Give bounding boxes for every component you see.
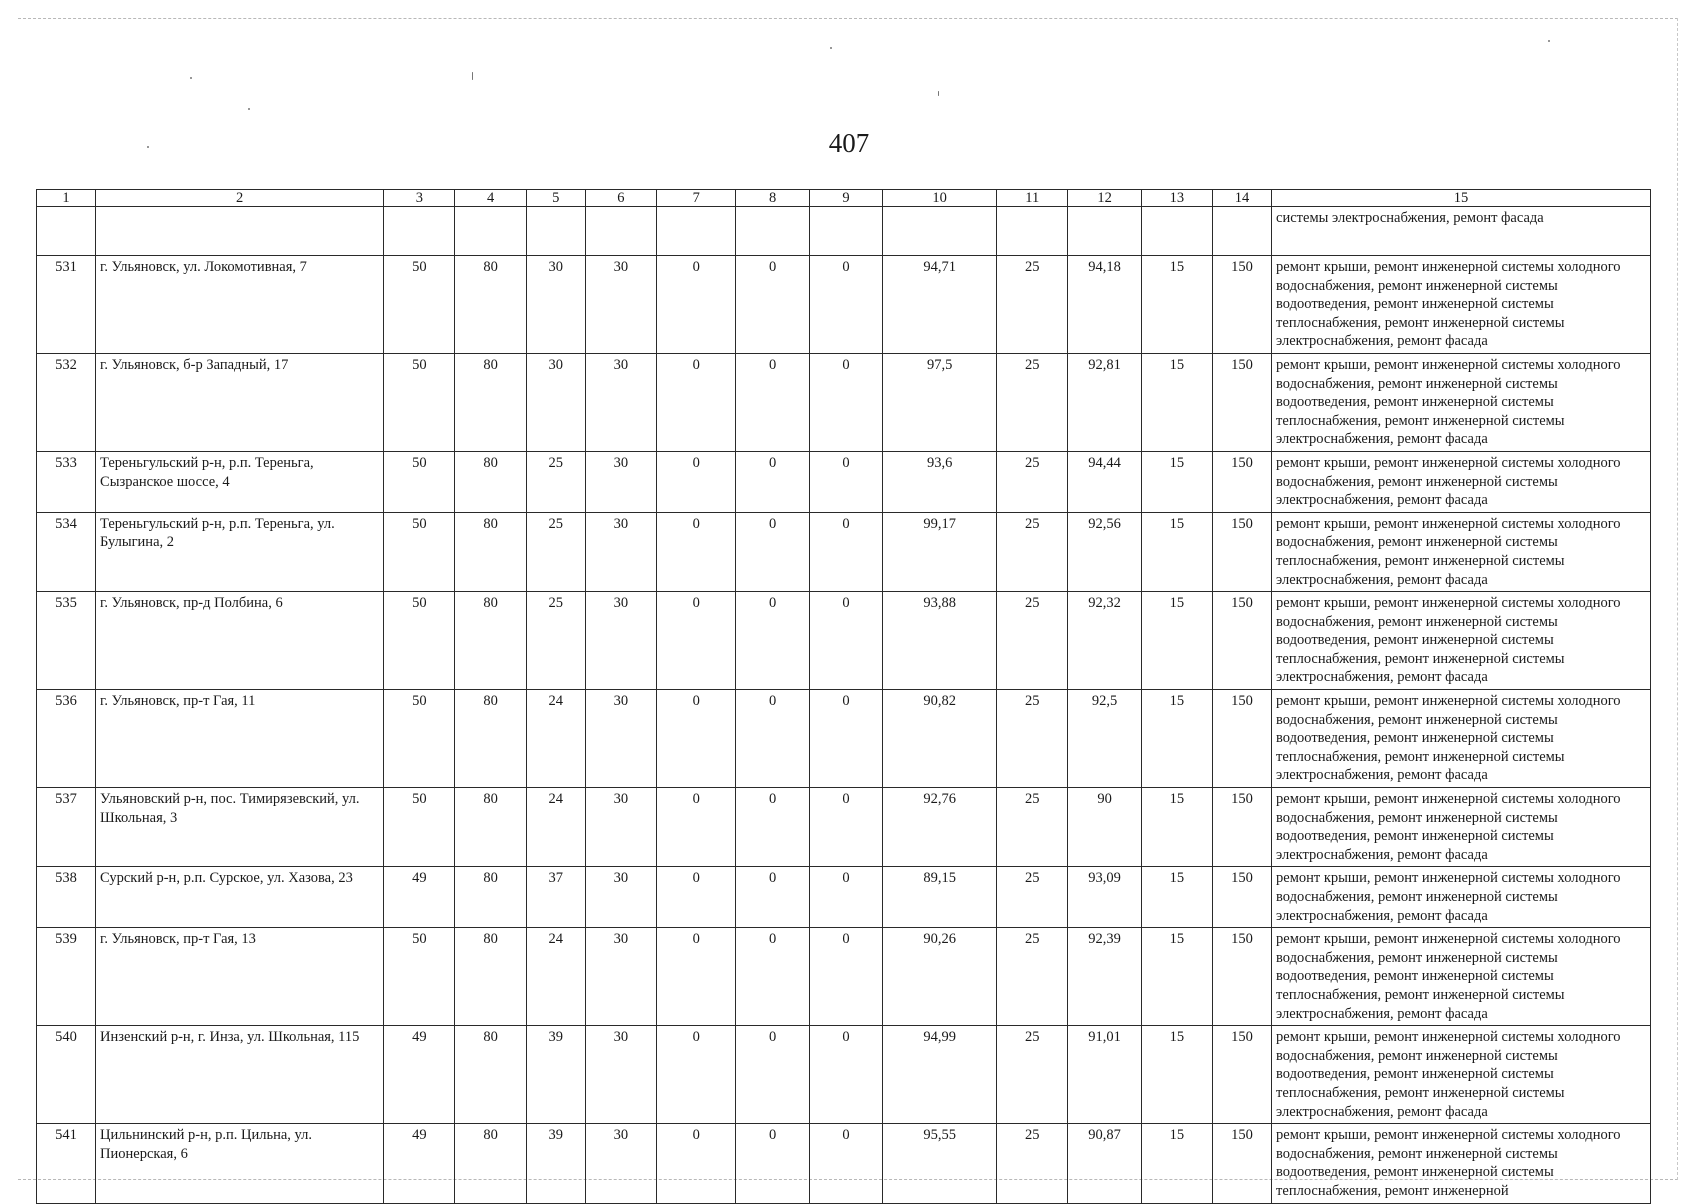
value-cell-c9: 0 [809,353,882,451]
table-row [37,690,1651,788]
value-cell-c9: 0 [809,867,882,928]
value-cell-c8: 0 [736,256,809,354]
value-cell-c12: 93,09 [1068,867,1141,928]
address-cell: г. Ульяновск, б-р Западный, 17 [96,353,384,451]
value-cell-c7: 0 [657,451,736,512]
value-cell-c5: 24 [526,690,585,788]
value-cell-c11: 25 [997,592,1068,690]
address-cell: Тереньгульский р-н, р.п. Тереньга, Сызранское шоссе, 4 [96,451,384,512]
value-cell-c10: 93,88 [883,592,997,690]
value-cell-c10: 95,55 [883,1124,997,1204]
row-number-cell: 532 [37,353,96,451]
value-cell-c6: 30 [585,256,656,354]
column-header: 14 [1213,190,1272,207]
value-cell-c4: 80 [455,867,526,928]
value-cell-c4: 80 [455,788,526,867]
value-cell-c11: 25 [997,451,1068,512]
works-cell: ремонт крыши, ремонт инженерной системы холодного водоснабжения, ремонт инженерной системы водоотведения, ремонт инженерной системы теплоснабжения, ремонт инженерной системы электроснабжения, ремонт фасада [1272,256,1651,354]
row-number-cell: 537 [37,788,96,867]
works-cell: ремонт крыши, ремонт инженерной системы холодного водоснабжения, ремонт инженерной системы водоотведения, ремонт инженерной системы теплоснабжения, ремонт инженерной системы электроснабжения, ремонт фасада [1272,1026,1651,1124]
value-cell-c5: 37 [526,867,585,928]
value-cell-c3: 50 [384,353,455,451]
column-header: 3 [384,190,455,207]
value-cell-c7: 0 [657,592,736,690]
value-cell-c14: 150 [1213,451,1272,512]
row-number-cell: 533 [37,451,96,512]
column-header: 4 [455,190,526,207]
row-number-cell: 531 [37,256,96,354]
address-cell: г. Ульяновск, пр-д Полбина, 6 [96,592,384,690]
value-cell-c9: 0 [809,592,882,690]
column-header: 8 [736,190,809,207]
column-header: 10 [883,190,997,207]
row-number-cell: 536 [37,690,96,788]
value-cell-c4: 80 [455,928,526,1026]
value-cell-c14: 150 [1213,512,1272,591]
column-header: 7 [657,190,736,207]
value-cell-c3: 50 [384,592,455,690]
value-cell-c5: 30 [526,256,585,354]
value-cell-c7: 0 [657,512,736,591]
value-cell-c6: 30 [585,788,656,867]
works-cell: ремонт крыши, ремонт инженерной системы холодного водоснабжения, ремонт инженерной системы водоотведения, ремонт инженерной системы теплоснабжения, ремонт инженерной системы электроснабжения, ремонт фасада [1272,690,1651,788]
scan-speck [472,72,473,80]
value-cell-c14: 150 [1213,1026,1272,1124]
value-cell-c14: 150 [1213,353,1272,451]
value-cell-c13: 15 [1141,928,1212,1026]
value-cell-c11: 25 [997,256,1068,354]
value-cell-c10: 99,17 [883,512,997,591]
value-cell-c4: 80 [455,451,526,512]
value-cell-c12: 90 [1068,788,1141,867]
address-cell: Ульяновский р-н, пос. Тимирязевский, ул. Школьная, 3 [96,788,384,867]
table-row [37,1124,1651,1204]
value-cell-c14: 150 [1213,592,1272,690]
value-cell-c4: 80 [455,690,526,788]
row-number-cell: 535 [37,592,96,690]
value-cell-c14: 150 [1213,1124,1272,1204]
value-cell-c5: 25 [526,512,585,591]
value-cell-c12: 90,87 [1068,1124,1141,1204]
value-cell-c13: 15 [1141,512,1212,591]
value-cell-c8: 0 [736,788,809,867]
value-cell-c8: 0 [736,690,809,788]
table-row [37,867,1651,928]
value-cell-c8: 0 [736,592,809,690]
value-cell-c6: 30 [585,690,656,788]
value-cell-c7: 0 [657,928,736,1026]
value-cell-c6: 30 [585,1124,656,1204]
scan-speck [190,77,192,79]
value-cell-c12: 94,44 [1068,451,1141,512]
works-cell: ремонт крыши, ремонт инженерной системы холодного водоснабжения, ремонт инженерной системы электроснабжения, ремонт фасада [1272,867,1651,928]
address-cell: Тереньгульский р-н, р.п. Тереньга, ул. Булыгина, 2 [96,512,384,591]
row-number-cell: 538 [37,867,96,928]
table-row [37,512,1651,591]
address-cell: г. Ульяновск, пр-т Гая, 11 [96,690,384,788]
value-cell-c13: 15 [1141,353,1212,451]
value-cell-c11: 25 [997,1124,1068,1204]
data-table [36,189,1651,1204]
value-cell-c9: 0 [809,690,882,788]
table-row [37,256,1651,354]
value-cell-c9: 0 [809,451,882,512]
scan-speck [830,47,832,49]
value-cell-c10: 94,71 [883,256,997,354]
column-header: 2 [96,190,384,207]
works-cell: ремонт крыши, ремонт инженерной системы холодного водоснабжения, ремонт инженерной системы водоотведения, ремонт инженерной системы теплоснабжения, ремонт инженерной системы электроснабжения, ремонт фасада [1272,592,1651,690]
value-cell-c6: 30 [585,928,656,1026]
value-cell-c10: 97,5 [883,353,997,451]
value-cell-c14: 150 [1213,928,1272,1026]
works-cell: ремонт крыши, ремонт инженерной системы холодного водоснабжения, ремонт инженерной системы водоотведения, ремонт инженерной системы теплоснабжения, ремонт инженерной системы электроснабжения, ремонт фасада [1272,928,1651,1026]
value-cell-c13: 15 [1141,592,1212,690]
value-cell-c13: 15 [1141,1026,1212,1124]
value-cell-c9: 0 [809,788,882,867]
value-cell-c4: 80 [455,353,526,451]
value-cell-c12: 92,81 [1068,353,1141,451]
value-cell-c11: 25 [997,353,1068,451]
value-cell-c14: 150 [1213,256,1272,354]
value-cell-c10: 90,26 [883,928,997,1026]
value-cell-c11: 25 [997,512,1068,591]
value-cell-c11: 25 [997,788,1068,867]
value-cell-c5: 24 [526,928,585,1026]
value-cell-c13: 15 [1141,256,1212,354]
value-cell-c10: 90,82 [883,690,997,788]
value-cell-c9: 0 [809,1026,882,1124]
address-cell: Цильнинский р-н, р.п. Цильна, ул. Пионерская, 6 [96,1124,384,1204]
scan-speck [147,146,149,148]
value-cell-c12: 94,18 [1068,256,1141,354]
value-cell-c4: 80 [455,1026,526,1124]
header-row [37,190,1651,207]
value-cell-c3: 50 [384,256,455,354]
value-cell-c6: 30 [585,867,656,928]
works-cell: системы электроснабжения, ремонт фасада [1272,207,1651,256]
row-number-cell: 534 [37,512,96,591]
value-cell-c3: 50 [384,512,455,591]
value-cell-c4: 80 [455,256,526,354]
works-cell: ремонт крыши, ремонт инженерной системы холодного водоснабжения, ремонт инженерной системы водоотведения, ремонт инженерной системы теплоснабжения, ремонт инженерной системы электроснабжения, ремонт фасада [1272,353,1651,451]
value-cell-c8: 0 [736,928,809,1026]
value-cell-c7: 0 [657,1124,736,1204]
column-header: 15 [1272,190,1651,207]
value-cell-c11: 25 [997,928,1068,1026]
table-row [37,788,1651,867]
column-header: 13 [1141,190,1212,207]
value-cell-c12: 92,39 [1068,928,1141,1026]
column-header: 11 [997,190,1068,207]
row-number-cell: 541 [37,1124,96,1204]
value-cell-c8: 0 [736,451,809,512]
works-cell: ремонт крыши, ремонт инженерной системы холодного водоснабжения, ремонт инженерной системы теплоснабжения, ремонт инженерной системы электроснабжения, ремонт фасада [1272,512,1651,591]
value-cell-c4: 80 [455,512,526,591]
table-row [37,928,1651,1026]
works-cell: ремонт крыши, ремонт инженерной системы холодного водоснабжения, ремонт инженерной системы электроснабжения, ремонт фасада [1272,451,1651,512]
value-cell-c3: 50 [384,788,455,867]
value-cell-c11: 25 [997,867,1068,928]
value-cell-c7: 0 [657,256,736,354]
value-cell-c12: 91,01 [1068,1026,1141,1124]
value-cell-c3: 49 [384,867,455,928]
address-cell: г. Ульяновск, пр-т Гая, 13 [96,928,384,1026]
column-header: 12 [1068,190,1141,207]
value-cell-c13: 15 [1141,867,1212,928]
value-cell-c3: 49 [384,1124,455,1204]
value-cell-c9: 0 [809,1124,882,1204]
row-number-cell: 539 [37,928,96,1026]
value-cell-c7: 0 [657,867,736,928]
address-cell: Инзенский р-н, г. Инза, ул. Школьная, 115 [96,1026,384,1124]
value-cell-c6: 30 [585,353,656,451]
value-cell-c10: 89,15 [883,867,997,928]
value-cell-c5: 25 [526,592,585,690]
value-cell-c9: 0 [809,512,882,591]
scan-speck [1548,40,1550,42]
table-row [37,592,1651,690]
value-cell-c8: 0 [736,353,809,451]
value-cell-c10: 92,76 [883,788,997,867]
value-cell-c13: 15 [1141,788,1212,867]
works-cell: ремонт крыши, ремонт инженерной системы холодного водоснабжения, ремонт инженерной системы водоотведения, ремонт инженерной системы электроснабжения, ремонт фасада [1272,788,1651,867]
value-cell-c10: 94,99 [883,1026,997,1124]
value-cell-c7: 0 [657,353,736,451]
value-cell-c9: 0 [809,928,882,1026]
row-number-cell: 540 [37,1026,96,1124]
value-cell-c5: 25 [526,451,585,512]
value-cell-c14: 150 [1213,867,1272,928]
value-cell-c13: 15 [1141,1124,1212,1204]
table-row [37,353,1651,451]
value-cell-c11: 25 [997,1026,1068,1124]
column-header: 1 [37,190,96,207]
value-cell-c4: 80 [455,592,526,690]
column-header: 9 [809,190,882,207]
value-cell-c11: 25 [997,690,1068,788]
scan-speck [938,91,939,96]
column-header: 6 [585,190,656,207]
value-cell-c12: 92,56 [1068,512,1141,591]
value-cell-c3: 49 [384,1026,455,1124]
value-cell-c3: 50 [384,928,455,1026]
value-cell-c3: 50 [384,451,455,512]
works-cell: ремонт крыши, ремонт инженерной системы холодного водоснабжения, ремонт инженерной системы водоотведения, ремонт инженерной системы теплоснабжения, ремонт инженерной [1272,1124,1651,1204]
value-cell-c7: 0 [657,1026,736,1124]
value-cell-c5: 39 [526,1124,585,1204]
value-cell-c14: 150 [1213,788,1272,867]
value-cell-c12: 92,32 [1068,592,1141,690]
value-cell-c5: 39 [526,1026,585,1124]
value-cell-c14: 150 [1213,690,1272,788]
value-cell-c13: 15 [1141,451,1212,512]
value-cell-c12: 92,5 [1068,690,1141,788]
value-cell-c6: 30 [585,1026,656,1124]
value-cell-c4: 80 [455,1124,526,1204]
scan-speck [248,108,250,110]
value-cell-c8: 0 [736,1026,809,1124]
value-cell-c9: 0 [809,256,882,354]
column-header: 5 [526,190,585,207]
value-cell-c13: 15 [1141,690,1212,788]
value-cell-c10: 93,6 [883,451,997,512]
value-cell-c3: 50 [384,690,455,788]
value-cell-c6: 30 [585,451,656,512]
value-cell-c6: 30 [585,592,656,690]
value-cell-c8: 0 [736,867,809,928]
value-cell-c7: 0 [657,690,736,788]
table-row [37,1026,1651,1124]
value-cell-c8: 0 [736,1124,809,1204]
address-cell: Сурский р-н, р.п. Сурское, ул. Хазова, 23 [96,867,384,928]
value-cell-c8: 0 [736,512,809,591]
page-number: 407 [828,128,870,158]
value-cell-c6: 30 [585,512,656,591]
value-cell-c5: 24 [526,788,585,867]
address-cell: г. Ульяновск, ул. Локомотивная, 7 [96,256,384,354]
value-cell-c5: 30 [526,353,585,451]
table-row [37,451,1651,512]
continuation-row [37,207,1651,256]
value-cell-c7: 0 [657,788,736,867]
